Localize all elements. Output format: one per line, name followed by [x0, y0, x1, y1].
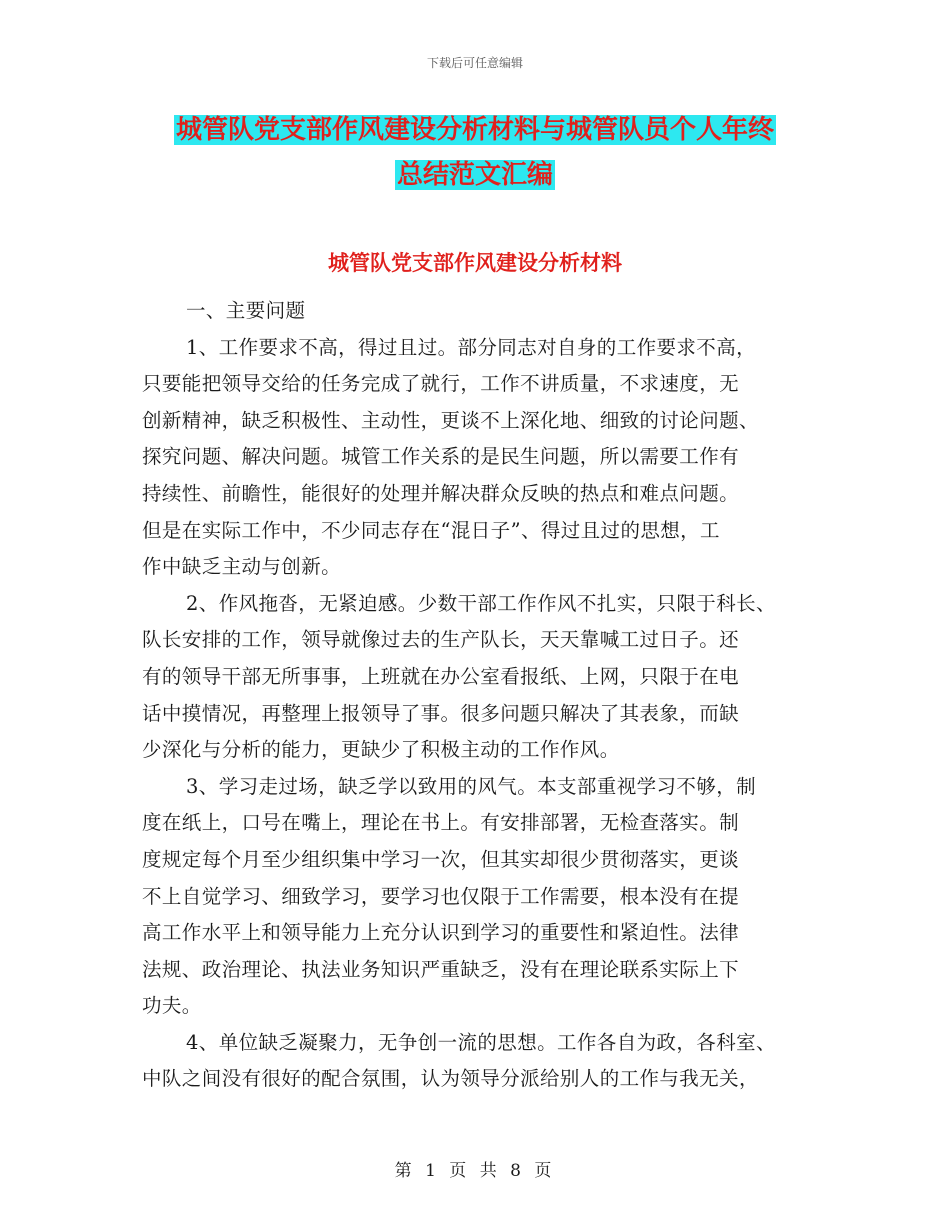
body-line: 4、单位缺乏凝聚力，无争创一流的思想。工作各自为政，各科室、	[186, 1030, 776, 1054]
body-line: 不上自觉学习、细致学习，要学习也仅限于工作需要，根本没有在提	[142, 884, 740, 908]
header-note: 下载后可任意编辑	[426, 56, 523, 70]
body-line: 创新精神，缺乏积极性、主动性，更谈不上深化地、细致的讨论问题、	[142, 408, 759, 432]
body-line: 法规、政治理论、执法业务知识严重缺乏，没有在理论联系实际上下	[142, 957, 740, 981]
body-line: 度规定每个月至少组织集中学习一次，但其实却很少贯彻落实，更谈	[142, 847, 740, 871]
document-title-line-1	[0, 110, 950, 150]
body-line: 2、作风拖沓，无紧迫感。少数干部工作作风不扎实，只限于科长、	[186, 591, 776, 615]
body-line: 3、学习走过场，缺乏学以致用的风气。本支部重视学习不够，制	[186, 774, 757, 798]
section-title: 城管队党支部作风建设分析材料	[328, 251, 622, 275]
body-line: 少深化与分析的能力，更缺少了积极主动的工作作风。	[142, 738, 620, 762]
body-line: 作中缺乏主动与创新。	[142, 555, 342, 579]
body-line: 持续性、前瞻性，能很好的处理并解决群众反映的热点和难点问题。	[142, 481, 740, 505]
body-line: 有的领导干部无所事事，上班就在办公室看报纸、上网，只限于在电	[142, 664, 740, 688]
title-highlight-1: 城管队党支部作风建设分析材料与城管队员个人年终	[175, 115, 774, 145]
body-line: 高工作水平上和领导能力上充分认识到学习的重要性和紧迫性。法律	[142, 921, 740, 945]
body-line: 队长安排的工作，领导就像过去的生产队长，天天靠喊工过日子。还	[142, 628, 740, 652]
body-line: 中队之间没有很好的配合氛围，认为领导分派给别人的工作与我无关，	[142, 1067, 759, 1091]
title-highlight-2: 总结范文汇编	[396, 160, 553, 190]
body-line: 只要能把领导交给的任务完成了就行，工作不讲质量，不求速度，无	[142, 372, 740, 396]
body-line: 1、工作要求不高，得过且过。部分同志对自身的工作要求不高，	[186, 335, 757, 359]
page-footer: 第 1 页 共 8 页	[394, 1161, 556, 1181]
body-line: 功夫。	[142, 994, 202, 1018]
body-line: 一、主要问题	[186, 299, 306, 322]
body-line: 探究问题、解决问题。城管工作关系的是民生问题，所以需要工作有	[142, 445, 740, 469]
body-line: 但是在实际工作中，不少同志存在“混日子”、得过且过的思想，工	[142, 518, 720, 542]
document-title-line-2	[0, 155, 950, 195]
body-text	[142, 293, 822, 1098]
body-line: 度在纸上，口号在嘴上，理论在书上。有安排部署，无检查落实。制	[142, 811, 740, 835]
body-line: 话中摸情况，再整理上报领导了事。很多问题只解决了其表象，而缺	[142, 701, 740, 725]
